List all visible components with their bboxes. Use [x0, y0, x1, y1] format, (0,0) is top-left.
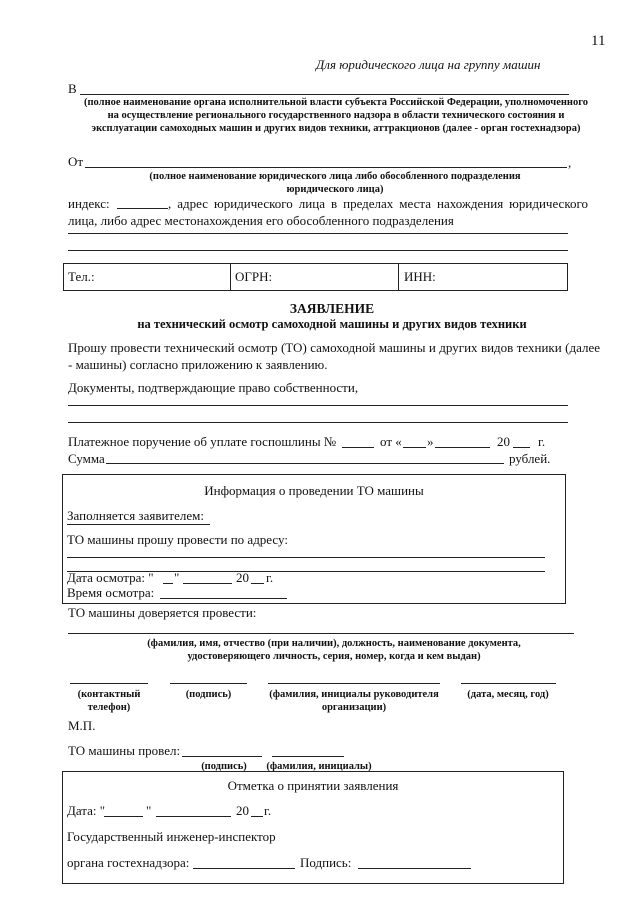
payment-from-label: от «: [380, 434, 402, 449]
inspection-month-field[interactable]: [183, 583, 232, 584]
performed-sign-caption: (подпись): [201, 761, 247, 772]
sign-caption: (подпись): [185, 689, 232, 700]
acceptance-month-field[interactable]: [156, 816, 231, 817]
payment-month-field[interactable]: [435, 447, 490, 448]
index-label: индекс:: [68, 196, 110, 211]
inspection-time-label: Время осмотра:: [67, 585, 155, 600]
acceptance-year: 20: [236, 803, 249, 818]
acceptance-title: Отметка о принятии заявления: [227, 778, 399, 793]
to-caption: (полное наименование органа исполнительной власти субъекта Российской Федерации, уполномоченного на осуществление регионального государственного надзора в области технического состояния и эксплуатации самоходных машин и других видов техники, аттракционов (далее - орган гостехнадзора): [84, 97, 588, 134]
inspection-date-quote: ": [174, 570, 180, 585]
inspection-year: 20: [236, 570, 249, 585]
inspection-day-field[interactable]: [163, 583, 173, 584]
page-number: 11: [591, 33, 606, 49]
inspector-line-2: органа гостехнадзора:: [67, 855, 190, 870]
to-field[interactable]: [80, 94, 569, 95]
phone-field[interactable]: [70, 683, 148, 684]
inspection-time-field[interactable]: [160, 598, 287, 599]
signature-label: Подпись:: [300, 855, 352, 870]
address-text: , адрес юридического лица в пределах места нахождения юридического лица, либо адрес местонахождения его обособленного подразделения: [68, 196, 588, 228]
to-address-line-1[interactable]: [67, 557, 545, 558]
from-comma: ,: [568, 155, 572, 170]
stamp-label: М.П.: [68, 718, 96, 733]
inn-cell[interactable]: ИНН:: [404, 269, 436, 284]
inspector-signature-field[interactable]: [358, 868, 471, 869]
acceptance-date-label: Дата: ": [67, 803, 106, 818]
entrusted-field[interactable]: [68, 633, 574, 634]
head-caption: (фамилия, инициалы руководителя организации): [269, 689, 439, 713]
info-box-title: Информация о проведении ТО машины: [204, 483, 424, 498]
inspector-line-1: Государственный инженер-инспектор: [67, 829, 276, 844]
date-caption: (дата, месяц, год): [467, 689, 549, 700]
performed-sign-field[interactable]: [182, 756, 262, 757]
performed-name-field[interactable]: [272, 756, 344, 757]
performed-label: ТО машины провел:: [68, 743, 181, 758]
request-text: Прошу провести технический осмотр (ТО) самоходной машины и других видов техники (далее - машины) согласно приложению к заявлению.: [68, 340, 600, 372]
date-field[interactable]: [461, 683, 556, 684]
tel-cell[interactable]: Тел.:: [68, 269, 95, 284]
payment-order-label: Платежное поручение об уплате госпошлины №: [68, 434, 337, 449]
acceptance-date-quote: ": [146, 803, 152, 818]
sum-label: Сумма: [68, 451, 105, 466]
documents-line-1[interactable]: [68, 405, 568, 406]
documents-label: Документы, подтверждающие право собственности,: [68, 380, 359, 395]
ogrn-cell[interactable]: ОГРН:: [235, 269, 273, 284]
entrusted-label: ТО машины доверяется провести:: [68, 605, 257, 620]
sign-field[interactable]: [170, 683, 247, 684]
payment-close-quote: »: [427, 434, 434, 449]
phone-caption: (контактный телефон): [77, 689, 141, 713]
contacts-table: [63, 263, 568, 291]
payment-day-field[interactable]: [403, 447, 426, 448]
payment-number-field[interactable]: [342, 447, 374, 448]
page-title: ЗАЯВЛЕНИЕ: [289, 301, 375, 316]
head-name-field[interactable]: [268, 683, 440, 684]
to-label: В: [68, 81, 77, 96]
inspection-year-suffix: г.: [266, 570, 274, 585]
payment-year-suffix: г.: [538, 434, 546, 449]
acceptance-day-field[interactable]: [104, 816, 143, 817]
address-line-1[interactable]: [68, 233, 568, 234]
from-label: От: [68, 154, 84, 169]
form-subtitle: Для юридического лица на группу машин: [316, 57, 541, 72]
from-field[interactable]: [85, 167, 567, 168]
acceptance-year-suffix: г.: [264, 803, 272, 818]
documents-line-2[interactable]: [68, 422, 568, 423]
from-caption: (полное наименование юридического лица либо обособленного подразделения юридического лица): [149, 171, 521, 195]
inspection-year-field[interactable]: [251, 583, 264, 584]
address-line-2[interactable]: [68, 250, 568, 251]
inspection-date-label: Дата осмотра: ": [67, 570, 154, 585]
address-label: ТО машины прошу провести по адресу:: [67, 532, 288, 547]
rubles-label: рублей.: [509, 451, 551, 466]
payment-year-prefix: 20: [497, 434, 510, 449]
entrusted-caption: (фамилия, имя, отчество (при наличии), должность, наименование документа, удостоверяющего личность, серия, номер, когда и кем выдан): [147, 638, 521, 662]
payment-year-field[interactable]: [513, 447, 530, 448]
filled-by-underline: [67, 524, 210, 525]
page-subtitle: на технический осмотр самоходной машины и других видов техники: [137, 317, 527, 331]
sum-field[interactable]: [106, 463, 504, 464]
inspector-name-field[interactable]: [193, 868, 295, 869]
acceptance-year-field[interactable]: [251, 816, 263, 817]
performed-name-caption: (фамилия, инициалы): [266, 761, 372, 772]
filled-by-label: Заполняется заявителем:: [67, 508, 204, 523]
